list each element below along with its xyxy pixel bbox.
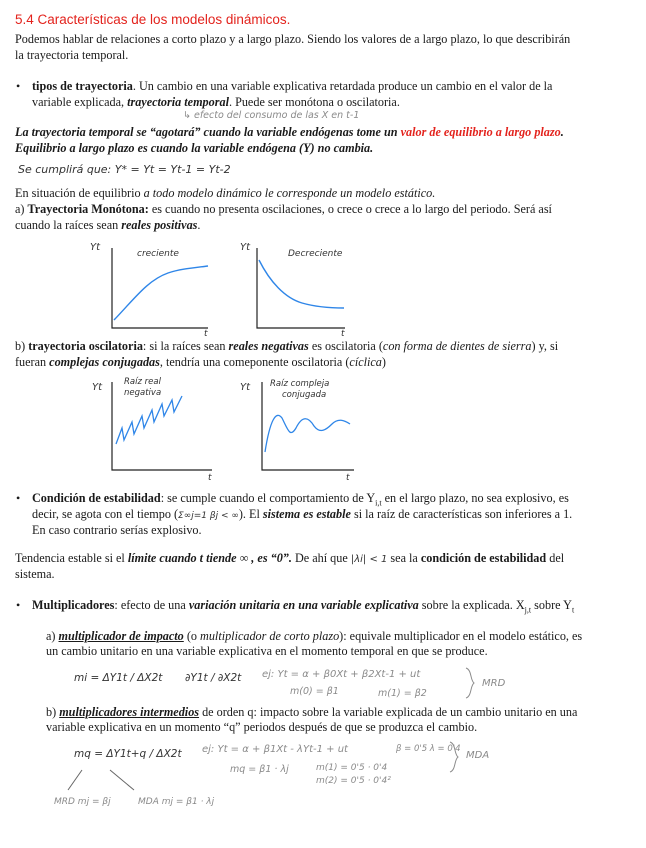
estabilidad-l1-end: en el largo plazo, no sea explosivo, es xyxy=(381,491,569,505)
handwritten-example-mrd: ej: Yt = α + β0Xt + β2Xt-1 + ut xyxy=(262,669,421,680)
bullet-icon: • xyxy=(16,491,21,505)
mda-tag: MDA xyxy=(466,750,490,761)
agotara-l1-b: . xyxy=(560,125,564,139)
agotara-line-2: Equilibrio a largo plazo es cuando la variable endógena (Y) no cambia. xyxy=(15,141,374,155)
multiplicadores-c: sobre Y xyxy=(531,598,572,612)
reales-negativas-term: reales negativas xyxy=(228,339,309,353)
oscilatoria-l1-c: ) y, si xyxy=(531,339,559,353)
monotona-label: a) xyxy=(15,202,28,216)
reales-positivas-term: reales positivas xyxy=(121,218,198,232)
impacto-a: (o xyxy=(183,629,201,643)
equilibrio-line xyxy=(15,185,435,201)
oscilatoria-l1-a: : si la raíces sean xyxy=(142,339,229,353)
estabilidad-l1-rest: : se cumple cuando el comportamiento de Y xyxy=(160,491,376,505)
handwritten-m0: m(0) = β1 xyxy=(290,686,339,697)
monotona-line-2 xyxy=(15,217,200,233)
multiplicadores-line xyxy=(32,597,574,618)
dientes-sierra-text: con forma de dientes de sierra xyxy=(382,339,532,353)
impacto-line-2: un cambio unitario en una variable explicativa en el momento temporal en que se produce. xyxy=(46,644,488,658)
handwritten-m1-mda: m(1) = 0'5 · 0'4 xyxy=(316,763,388,773)
equilibrio-a: En situación de equilibrio xyxy=(15,186,144,200)
tendencia-line-1 xyxy=(15,550,564,568)
bullet-icon: • xyxy=(16,598,21,612)
corto-plazo-text: multiplicador de corto plazo xyxy=(200,629,340,643)
chart-curve-label: Decreciente xyxy=(288,249,343,259)
handwritten-equilibrium-formula: Se cumplirá que: Y* = Yt = Yt-1 = Yt-2 xyxy=(18,163,231,176)
estabilidad-l2-b: ). El xyxy=(238,507,263,521)
handwritten-lambda-formula: |λi| < 1 xyxy=(350,554,388,565)
chart-curve-label: conjugada xyxy=(282,390,327,400)
handwritten-m2-mda: m(2) = 0'5 · 0'4² xyxy=(316,776,391,786)
chart-curve-label: creciente xyxy=(137,249,179,259)
intermedios-a: de orden q: impacto sobre la variable explicada de un cambio unitario en una xyxy=(199,705,578,719)
intermedios-line-1 xyxy=(46,704,577,720)
monotona-term: Trayectoria Monótona: xyxy=(27,202,149,216)
estabilidad-sub: i,t xyxy=(375,498,382,508)
bullet-icon: • xyxy=(16,79,21,93)
estabilidad-l2-c: si la raíz de características son inferiores a 1. xyxy=(350,507,573,521)
handwritten-note-effect: ↳ efecto del consumo de las X en t-1 xyxy=(183,110,360,121)
intro-line-2: la trayectoria temporal. xyxy=(15,48,129,62)
condicion-estabilidad-term: condición de estabilidad xyxy=(420,551,547,565)
chart-y-label: Yt xyxy=(240,242,251,253)
handwritten-example-mda: ej: Yt = α + β1Xt - λYt-1 + ut xyxy=(202,744,348,755)
tendencia-b: De ahí que xyxy=(291,551,351,565)
chart-t-label: t xyxy=(204,329,208,339)
trayectoria-l2-b: . Puede ser monótona o oscilatoria. xyxy=(228,95,400,109)
handwritten-impact-formula: mi = ΔY1t / ΔX2t xyxy=(74,672,163,684)
tendencia-c: sea la xyxy=(387,551,421,565)
handwritten-mda-formula: MDA mj = β1 · λj xyxy=(138,797,215,807)
chart-t-label: t xyxy=(341,329,345,339)
estabilidad-l2-a: decir, se agota con el tiempo ( xyxy=(32,507,179,521)
multiplicadores-intermedios-term: multiplicadores intermedios xyxy=(59,705,200,719)
oscilatoria-line-1 xyxy=(15,338,558,354)
monotona-l2-b: . xyxy=(197,218,201,232)
estabilidad-term: Condición de estabilidad xyxy=(32,491,161,505)
impacto-b: ): equivale multiplicador en el modelo estático, es xyxy=(339,629,583,643)
agotara-red-term: valor de equilibrio a largo plazo xyxy=(400,125,561,139)
multiplicadores-sub1: j,t xyxy=(524,605,532,615)
chart-curve-label: Raíz real xyxy=(124,377,161,387)
handwritten-intermediate-formula: mq = ΔY1t+q / ΔX2t xyxy=(74,748,182,760)
complejas-conjugadas-term: complejas conjugadas xyxy=(49,355,160,369)
multiplicadores-a: : efecto de una xyxy=(114,598,189,612)
trayectoria-line-1 xyxy=(32,78,552,94)
agotara-l1-a: La trayectoria temporal se “agotará” cuando la variable endógenas tome un xyxy=(15,125,401,139)
ciclica-text: cíclica xyxy=(349,355,382,369)
oscilatoria-l2-a: fueran xyxy=(15,355,50,369)
chart-y-label: Yt xyxy=(92,382,103,393)
oscilatoria-term: trayectoria oscilatoria xyxy=(28,339,143,353)
brace-icon xyxy=(464,666,476,700)
trayectoria-l1-rest: . Un cambio en una variable explicativa retardada produce un cambio en el valor de la xyxy=(132,79,553,93)
handwritten-sum-formula: Σ∞j=1 βj < ∞ xyxy=(178,511,239,521)
monotona-line-1 xyxy=(15,201,552,217)
oscilatoria-label: b) xyxy=(15,339,29,353)
estabilidad-line-3: En caso contrario serías explosivo. xyxy=(32,523,202,537)
tendencia-d: del xyxy=(546,551,565,565)
handwritten-partial-formula: ∂Y1t / ∂X2t xyxy=(185,672,242,684)
intermedios-label: b) xyxy=(46,705,60,719)
handwritten-mrd-formula: MRD mj = βj xyxy=(54,797,111,807)
branch-lines xyxy=(60,768,190,794)
impacto-label: a) xyxy=(46,629,59,643)
equilibrio-b: a todo modelo dinámico le corresponde un modelo estático. xyxy=(143,186,436,200)
handwritten-m1: m(1) = β2 xyxy=(378,688,427,699)
chart-t-label: t xyxy=(208,473,212,483)
multiplicadores-sub2: t xyxy=(571,605,575,615)
oscilatoria-line-2 xyxy=(15,354,386,370)
section-title: 5.4 Características de los modelos dinámicos. xyxy=(15,12,291,27)
intro-line-1: Podemos hablar de relaciones a corto plazo y a largo plazo. Siendo los valores de a largo plazo, lo que describirán xyxy=(15,32,571,46)
chart-t-label: t xyxy=(346,473,350,483)
limite-term: límite cuando t tiende ∞ , es “0”. xyxy=(127,551,292,565)
multiplicadores-term: Multiplicadores xyxy=(32,598,115,612)
handwritten-mq: mq = β1 · λj xyxy=(230,764,289,775)
mrd-tag: MRD xyxy=(482,678,506,689)
tendencia-line-2: sistema. xyxy=(15,567,55,581)
multiplicadores-b: sobre la explicada. X xyxy=(418,598,525,612)
trayectoria-term: tipos de trayectoria xyxy=(32,79,133,93)
tendencia-a: Tendencia estable si el xyxy=(15,551,128,565)
chart-y-label: Yt xyxy=(90,242,101,253)
trayectoria-l2-a: variable explicada, xyxy=(32,95,128,109)
chart-y-label: Yt xyxy=(240,382,251,393)
oscilatoria-l2-b: , tendría una comeponente oscilatoria ( xyxy=(159,355,350,369)
chart-curve-label: negativa xyxy=(124,388,162,398)
multiplicador-impacto-term: multiplicador de impacto xyxy=(58,629,184,643)
handwritten-params: β = 0'5 λ = 0'4 xyxy=(396,744,461,754)
variacion-unitaria-term: variación unitaria en una variable explicativa xyxy=(188,598,419,612)
monotona-l2-a: cuando la raíces sean xyxy=(15,218,122,232)
brace-icon xyxy=(448,740,460,774)
chart-curve-label: Raíz compleja xyxy=(270,379,330,389)
monotona-l1-rest: es cuando no presenta oscilaciones, o crece o crece a lo largo del periodo. Será así xyxy=(148,202,552,216)
oscilatoria-l2-c: ) xyxy=(381,355,386,369)
impacto-line-1 xyxy=(46,628,582,644)
agotara-line-1 xyxy=(15,124,564,140)
intermedios-line-2: variable explicativa en un momento “q” periodos después de que se produzca el cambio. xyxy=(46,720,478,734)
sistema-estable-term: sistema es estable xyxy=(262,507,351,521)
trayectoria-temporal-term: trayectoria temporal xyxy=(127,95,229,109)
oscilatoria-l1-b: es oscilatoria ( xyxy=(308,339,383,353)
